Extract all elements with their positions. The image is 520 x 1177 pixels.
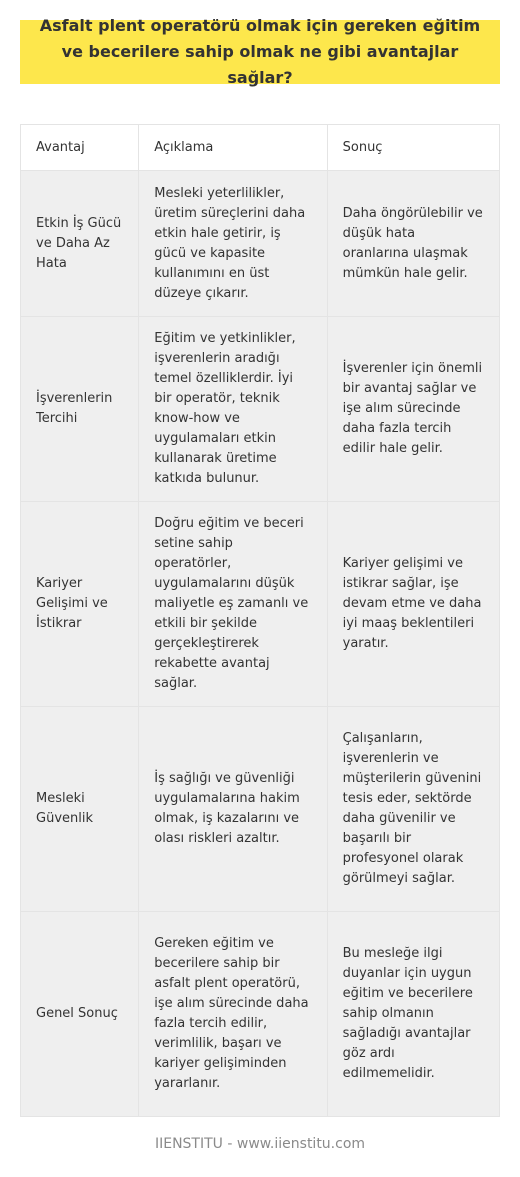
- table-body: [21, 171, 500, 1117]
- advantage-cell: Mesleki Güvenlik: [21, 707, 139, 912]
- header-row: [21, 125, 500, 171]
- result-cell: İşverenler için önemli bir avantaj sağlar ve işe alım sürecinde daha fazla tercih edilir hale gelir.: [327, 317, 499, 502]
- footer-credit: IIENSTITU - www.iienstitu.com: [154, 1136, 366, 1152]
- page-title: Asfalt plent operatörü olmak için gereken eğitim ve becerilere sahip olmak ne gibi avantajlar sağlar?: [39, 16, 481, 87]
- column-header-advantage: Avantaj: [21, 125, 139, 171]
- description-cell: Gereken eğitim ve becerilere sahip bir asfalt plent operatörü, işe alım sürecinde daha fazla tercih edilir, verimlilik, başarı ve kariyer gelişiminden yararlanır.: [139, 912, 327, 1117]
- table-row: [21, 171, 500, 317]
- table-row: [21, 502, 500, 707]
- result-cell: Daha öngörülebilir ve düşük hata oranlarına ulaşmak mümkün hale gelir.: [327, 171, 499, 317]
- advantage-cell: Kariyer Gelişimi ve İstikrar: [21, 502, 139, 707]
- result-cell: Çalışanların, işverenlerin ve müşterilerin güvenini tesis eder, sektörde daha güvenilir ve başarılı bir profesyonel olarak görülmeyi sağlar.: [327, 707, 499, 912]
- table-row: [21, 912, 500, 1117]
- column-header-result: Sonuç: [327, 125, 499, 171]
- description-cell: Doğru eğitim ve beceri setine sahip operatörler, uygulamalarını düşük maliyetle eş zamanlı ve etkili bir şekilde gerçekleştirerek rekabette avantaj sağlar.: [139, 502, 327, 707]
- advantages-table: [20, 124, 500, 1117]
- table-header: [21, 125, 500, 171]
- advantage-cell: Genel Sonuç: [21, 912, 139, 1117]
- description-cell: Mesleki yeterlilikler, üretim süreçlerini daha etkin hale getirir, iş gücü ve kapasite kullanımını en üst düzeye çıkarır.: [139, 171, 327, 317]
- title-banner: [20, 16, 500, 87]
- result-cell: Bu mesleğe ilgi duyanlar için uygun eğitim ve becerilere sahip olmanın sağladığı avantajlar göz ardı edilmemelidir.: [327, 912, 499, 1117]
- table-row: [21, 707, 500, 912]
- column-header-description: Açıklama: [139, 125, 327, 171]
- advantage-cell: İşverenlerin Tercihi: [21, 317, 139, 502]
- description-cell: İş sağlığı ve güvenliği uygulamalarına hakim olmak, iş kazalarını ve olası riskleri azaltır.: [139, 707, 327, 912]
- description-cell: Eğitim ve yetkinlikler, işverenlerin aradığı temel özelliklerdir. İyi bir operatör, teknik know-how ve uygulamaları etkin kullanarak üretime katkıda bulunur.: [139, 317, 327, 502]
- advantage-cell: Etkin İş Gücü ve Daha Az Hata: [21, 171, 139, 317]
- table-row: [21, 317, 500, 502]
- result-cell: Kariyer gelişimi ve istikrar sağlar, işe devam etme ve daha iyi maaş beklentileri yaratır.: [327, 502, 499, 707]
